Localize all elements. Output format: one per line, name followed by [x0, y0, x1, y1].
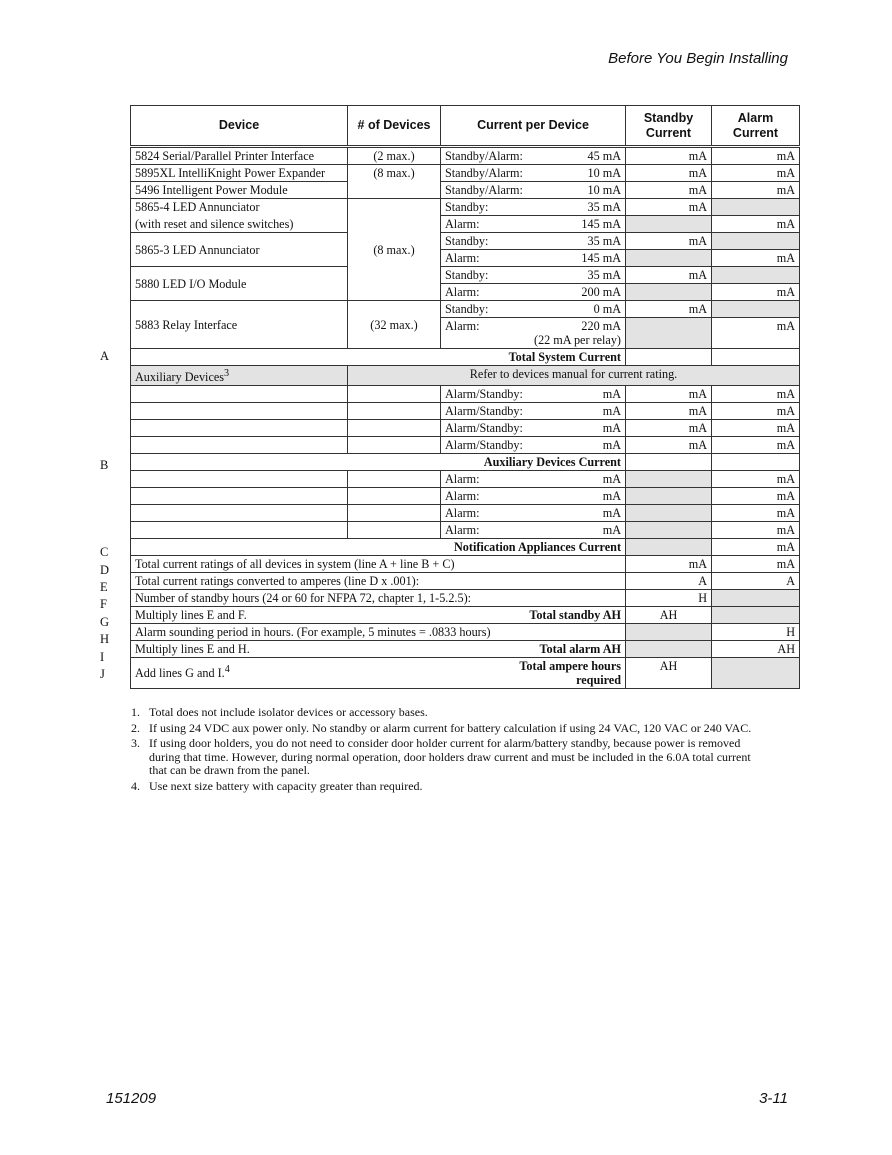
alarm-current-cell-blank [712, 301, 800, 318]
standby-current-cell-blank [626, 471, 712, 488]
nac-device-name-blank [131, 488, 348, 505]
footnote [131, 737, 771, 778]
table-row [131, 182, 800, 199]
footnote-text: Use next size battery with capacity greater than required. [149, 778, 423, 793]
line-letter-h: H [100, 632, 110, 646]
summary-total-label: Total alarm AH [539, 642, 621, 657]
aux-device-name-blank [131, 403, 348, 420]
table-row [131, 301, 800, 318]
alarm-current-cell: A [712, 573, 800, 590]
line-letter-a: A [100, 349, 110, 363]
summary-text: Number of standby hours (24 or 60 for NFPA 72, chapter 1, 1-5.2.5): [131, 590, 626, 607]
auxiliary-devices-note: Refer to devices manual for current rating. [348, 366, 800, 386]
footnote-text: If using door holders, you do not need to consider door holder current for alarm/battery standby, because power is removed during that time. However, during normal operation, door holders draw current and must be included in the 6.0A total current that can be drawn from the panel. [149, 736, 751, 777]
current-value: 35 mA [587, 234, 621, 248]
current-per-device [441, 233, 626, 250]
current-per-device [441, 488, 626, 505]
summary-row-e [131, 573, 800, 590]
aux-device-count-blank [348, 386, 441, 403]
current-per-device [441, 199, 626, 216]
summary-instruction: Multiply lines E and F. [135, 608, 247, 623]
summary-instruction: Multiply lines E and H. [135, 642, 250, 657]
summary-total-label [519, 659, 621, 687]
summary-footnote-ref: 4 [224, 664, 230, 676]
current-per-device [441, 284, 626, 301]
table-row [131, 233, 800, 250]
footnote-text: Total does not include isolator devices or accessory bases. [149, 705, 428, 719]
current-per-device [441, 522, 626, 539]
auxiliary-devices-label [131, 366, 348, 386]
footer-page-number: 3-11 [759, 1090, 788, 1107]
footer-document-number: 151209 [106, 1090, 157, 1107]
alarm-current-cell: mA [712, 505, 800, 522]
device-count: (8 max.) [348, 165, 441, 199]
current-label: Standby: [445, 268, 489, 282]
summary-text: Total current ratings of all devices in system (line A + line B + C) [131, 556, 626, 573]
summary-row-g [131, 607, 800, 624]
standby-current-cell-blank [626, 488, 712, 505]
current-value: mA [602, 404, 621, 419]
aux-device-name-blank [131, 437, 348, 454]
nac-device-count-blank [348, 505, 441, 522]
line-letter-e: E [100, 580, 108, 594]
current-per-device [441, 403, 626, 420]
total-system-alarm-cell [712, 349, 800, 366]
total-system-standby-cell [626, 349, 712, 366]
current-label: Standby/Alarm: [445, 183, 523, 197]
device-name: 5883 Relay Interface [131, 301, 348, 349]
current-value: mA [602, 523, 621, 538]
footnote-text: If using 24 VDC aux power only. No standby or alarm current for battery calculation if using 24 VAC, 120 VAC or 240 VAC. [149, 720, 752, 735]
device-name: 5880 LED I/O Module [131, 267, 348, 301]
summary-text: Alarm sounding period in hours. (For example, 5 minutes = .0833 hours) [131, 624, 626, 641]
current-label: Alarm/Standby: [445, 421, 523, 436]
standby-current-cell: mA [626, 420, 712, 437]
device-count: (8 max.) [348, 199, 441, 301]
standby-current-cell-blank [626, 641, 712, 658]
standby-current-cell: mA [626, 403, 712, 420]
alarm-current-cell: mA [712, 318, 800, 349]
current-per-device [441, 182, 626, 199]
current-per-device [441, 437, 626, 454]
current-label: Alarm: [445, 251, 480, 265]
alarm-current-cell: mA [712, 250, 800, 267]
nac-device-count-blank [348, 522, 441, 539]
footnote [131, 780, 771, 794]
footnote-number: 4. [131, 778, 140, 793]
alarm-current-cell: mA [712, 147, 800, 165]
alarm-current-cell: mA [712, 488, 800, 505]
standby-current-cell-blank [626, 522, 712, 539]
table-row [131, 488, 800, 505]
summary-row-i [131, 641, 800, 658]
standby-current-cell: mA [626, 437, 712, 454]
current-value: 145 mA [581, 251, 621, 265]
total-system-current-row [131, 349, 800, 366]
current-label: Alarm/Standby: [445, 404, 523, 419]
standby-current-cell: mA [626, 267, 712, 284]
standby-current-cell-blank [626, 318, 712, 349]
nac-device-count-blank [348, 488, 441, 505]
aux-total-alarm-cell [712, 454, 800, 471]
alarm-current-cell-blank [712, 267, 800, 284]
footnote-number: 3. [131, 736, 140, 750]
standby-current-cell: mA [626, 556, 712, 573]
aux-device-name-blank [131, 386, 348, 403]
current-value: 10 mA [587, 183, 621, 197]
line-letter-j: J [100, 667, 105, 681]
current-value: mA [602, 387, 621, 402]
summary-row-f [131, 590, 800, 607]
current-label: Standby: [445, 200, 489, 214]
summary-total-label-line2: required [576, 673, 621, 688]
table-row [131, 267, 800, 284]
device-name: 5865-3 LED Annunciator [131, 233, 348, 267]
table-row [131, 165, 800, 182]
current-label: Alarm: [445, 489, 480, 504]
nac-device-name-blank [131, 522, 348, 539]
footnote [131, 722, 771, 736]
auxiliary-devices-header-row [131, 366, 800, 386]
current-per-device [441, 165, 626, 182]
alarm-current-cell-blank [712, 233, 800, 250]
current-per-device [441, 250, 626, 267]
current-per-device [441, 471, 626, 488]
header-current-per-device: Current per Device [441, 106, 626, 147]
battery-calculation-table [130, 105, 800, 689]
alarm-current-cell: mA [712, 420, 800, 437]
table-row [131, 437, 800, 454]
notification-appliances-current-label: Notification Appliances Current [131, 539, 626, 556]
summary-instruction-text: Add lines G and I. [135, 666, 225, 681]
standby-current-cell: mA [626, 199, 712, 216]
alarm-current-cell: mA [712, 556, 800, 573]
alarm-current-cell: AH [712, 641, 800, 658]
header-device: Device [131, 106, 348, 147]
auxiliary-devices-current-row [131, 454, 800, 471]
alarm-current-cell: H [712, 624, 800, 641]
line-letter-i: I [100, 650, 105, 664]
current-value: 200 mA [581, 285, 621, 299]
notification-appliances-current-row [131, 539, 800, 556]
summary-total-label-line1: Total ampere hours [519, 659, 621, 674]
device-name [131, 199, 348, 233]
summary-row-d [131, 556, 800, 573]
alarm-current-cell: mA [712, 216, 800, 233]
current-value: mA [602, 472, 621, 487]
current-value: mA [602, 438, 621, 453]
line-letter-d: D [100, 563, 110, 577]
standby-current-cell-blank [626, 216, 712, 233]
header-standby-current: Standby Current [626, 106, 712, 147]
standby-current-cell: mA [626, 182, 712, 199]
alarm-current-cell: mA [712, 437, 800, 454]
device-name-line1: 5865-4 LED Annunciator [135, 200, 260, 214]
summary-instruction [135, 659, 230, 687]
nac-device-name-blank [131, 471, 348, 488]
alarm-current-cell: mA [712, 386, 800, 403]
alarm-current-cell: mA [712, 182, 800, 199]
footnotes-list [131, 706, 771, 795]
summary-text [131, 658, 626, 689]
aux-device-count-blank [348, 420, 441, 437]
standby-current-cell-blank [626, 539, 712, 556]
standby-current-cell: mA [626, 386, 712, 403]
standby-current-cell: H [626, 590, 712, 607]
standby-current-cell: mA [626, 165, 712, 182]
current-value: 0 mA [593, 302, 621, 316]
current-label: Alarm/Standby: [445, 387, 523, 402]
alarm-current-cell: mA [712, 284, 800, 301]
current-per-device [441, 216, 626, 233]
standby-current-cell-blank [626, 505, 712, 522]
standby-current-cell: AH [626, 658, 712, 689]
current-label: Alarm/Standby: [445, 438, 523, 453]
current-per-device [441, 301, 626, 318]
device-count: (2 max.) [348, 147, 441, 165]
footnote [131, 706, 771, 720]
alarm-current-cell-blank [712, 658, 800, 689]
current-value: 145 mA [581, 217, 621, 231]
current-value: 35 mA [587, 200, 621, 214]
line-letter-c: C [100, 545, 109, 559]
standby-current-cell-blank [626, 624, 712, 641]
current-value: 35 mA [587, 268, 621, 282]
summary-row-j [131, 658, 800, 689]
device-name: 5824 Serial/Parallel Printer Interface [131, 147, 348, 165]
current-value: mA [602, 489, 621, 504]
header-alarm-current: Alarm Current [712, 106, 800, 147]
current-value: mA [602, 421, 621, 436]
nac-device-count-blank [348, 471, 441, 488]
current-per-device [441, 420, 626, 437]
current-label: Standby/Alarm: [445, 149, 523, 163]
table-row [131, 403, 800, 420]
summary-text [131, 641, 626, 658]
current-label: Standby: [445, 234, 489, 248]
alarm-current-cell-blank [712, 199, 800, 216]
line-letter-g: G [100, 615, 110, 629]
footnote-number: 1. [131, 705, 140, 719]
aux-device-count-blank [348, 403, 441, 420]
auxiliary-devices-label-text: Auxiliary Devices [135, 370, 225, 385]
current-value: 220 mA [581, 319, 621, 333]
current-label: Standby/Alarm: [445, 166, 523, 180]
device-count: (32 max.) [348, 301, 441, 349]
current-per-device [441, 147, 626, 165]
table-row [131, 505, 800, 522]
footnote-number: 2. [131, 720, 140, 735]
current-label: Alarm: [445, 506, 480, 521]
aux-device-name-blank [131, 420, 348, 437]
current-label: Alarm: [445, 472, 480, 487]
alarm-current-cell: mA [712, 403, 800, 420]
table-row [131, 522, 800, 539]
standby-current-cell-blank [626, 250, 712, 267]
aux-total-standby-cell [626, 454, 712, 471]
standby-current-cell: mA [626, 301, 712, 318]
current-label: Alarm: [445, 217, 480, 231]
alarm-current-cell: mA [712, 165, 800, 182]
current-per-device [441, 386, 626, 403]
summary-row-h [131, 624, 800, 641]
line-letter-f: F [100, 597, 107, 611]
alarm-current-cell-blank [712, 607, 800, 624]
alarm-current-cell: mA [712, 471, 800, 488]
table-row [131, 199, 800, 216]
device-name-line2: (with reset and silence switches) [135, 217, 294, 231]
total-system-current-label: Total System Current [131, 349, 626, 366]
current-value: 10 mA [587, 166, 621, 180]
current-per-device [441, 267, 626, 284]
standby-current-cell: mA [626, 147, 712, 165]
header-num-devices: # of Devices [348, 106, 441, 147]
aux-device-count-blank [348, 437, 441, 454]
current-label: Alarm: [445, 319, 480, 333]
current-value: 45 mA [587, 149, 621, 163]
table-header-row [131, 106, 800, 147]
standby-current-cell: AH [626, 607, 712, 624]
alarm-current-cell: mA [712, 539, 800, 556]
current-per-device [441, 318, 626, 349]
current-per-device [441, 505, 626, 522]
table-row [131, 147, 800, 165]
standby-current-cell: A [626, 573, 712, 590]
auxiliary-devices-current-label: Auxiliary Devices Current [131, 454, 626, 471]
current-label: Standby: [445, 302, 489, 316]
summary-text [131, 607, 626, 624]
table-row [131, 471, 800, 488]
current-note: (22 mA per relay) [534, 333, 621, 347]
standby-current-cell-blank [626, 284, 712, 301]
device-name: 5496 Intelligent Power Module [131, 182, 348, 199]
current-label: Alarm: [445, 523, 480, 538]
page-header-title: Before You Begin Installing [608, 50, 788, 67]
device-name: 5895XL IntelliKnight Power Expander [131, 165, 348, 182]
line-letter-b: B [100, 458, 109, 472]
summary-text: Total current ratings converted to amperes (line D x .001): [131, 573, 626, 590]
current-value: mA [602, 506, 621, 521]
alarm-current-cell-blank [712, 590, 800, 607]
standby-current-cell: mA [626, 233, 712, 250]
summary-total-label: Total standby AH [529, 608, 621, 623]
current-label: Alarm: [445, 285, 480, 299]
auxiliary-footnote-ref: 3 [224, 368, 230, 379]
table-row [131, 420, 800, 437]
alarm-current-cell: mA [712, 522, 800, 539]
nac-device-name-blank [131, 505, 348, 522]
table-row [131, 386, 800, 403]
